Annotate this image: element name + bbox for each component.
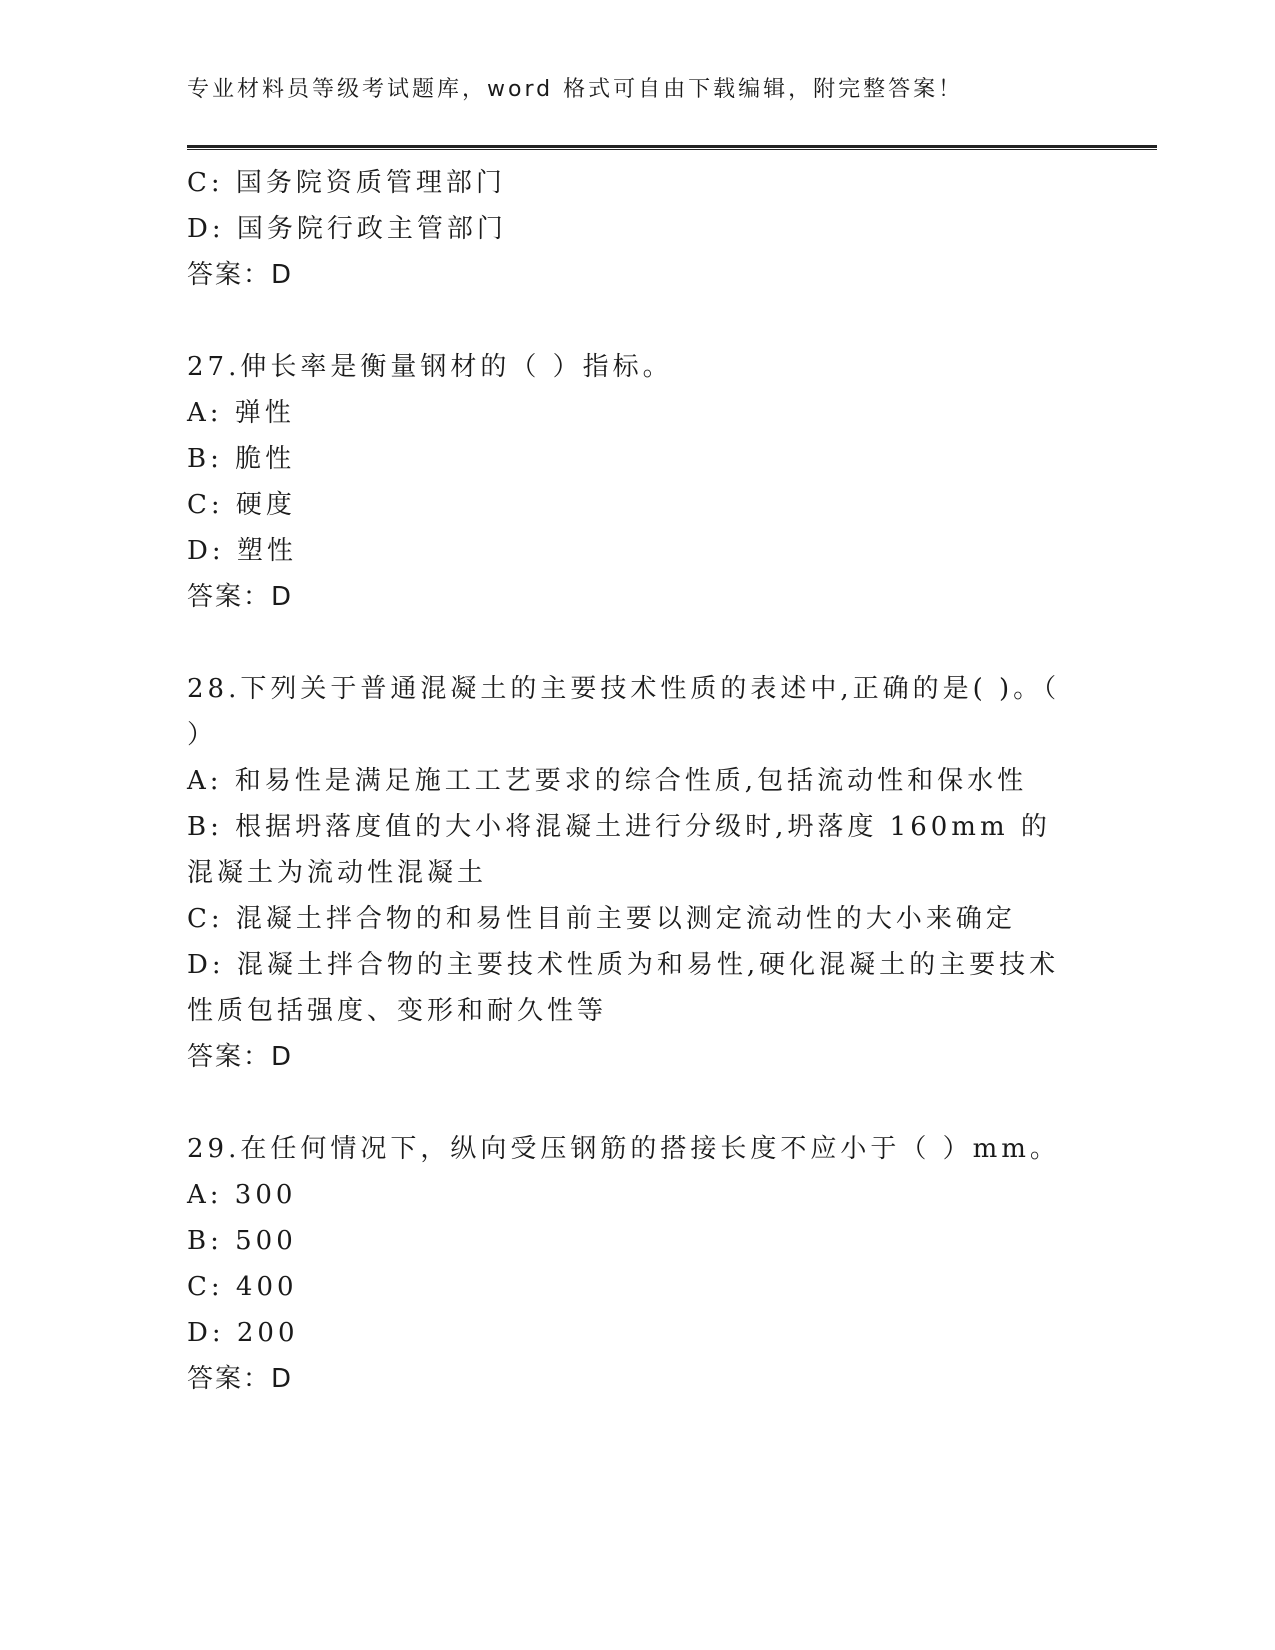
spacer <box>187 620 1067 666</box>
option-b: B: 脆性 <box>187 444 296 474</box>
page-header: 专业材料员等级考试题库，word 格式可自由下载编辑，附完整答案！ <box>187 77 964 102</box>
option-d: D: 混凝土拌合物的主要技术性质为和易性,硬化混凝土的主要技术性质包括强度、变形和耐久性等 <box>187 950 1060 1026</box>
option-c: C: 混凝土拌合物的和易性目前主要以测定流动性的大小来确定 <box>187 904 1016 934</box>
option-c: C: 硬度 <box>187 490 296 520</box>
answer-line: 答案：D <box>187 1042 294 1072</box>
option-c: C: 400 <box>187 1272 298 1302</box>
option-a: A: 和易性是满足施工工艺要求的综合性质,包括流动性和保水性 <box>187 766 1028 796</box>
spacer <box>187 1080 1067 1126</box>
question-block-26-tail <box>187 160 1067 298</box>
option-b: B: 根据坍落度值的大小将混凝土进行分级时,坍落度 160mm 的混凝土为流动性混凝土 <box>187 812 1051 888</box>
option-d: D: 塑性 <box>187 536 297 566</box>
answer-line: 答案：D <box>187 1364 294 1394</box>
header-divider <box>187 145 1157 150</box>
question-block-28 <box>187 666 1067 1080</box>
spacer <box>187 298 1067 344</box>
option-a: A: 300 <box>187 1180 297 1210</box>
question-stem: 29.在任何情况下，纵向受压钢筋的搭接长度不应小于（ ）mm。 <box>187 1134 1060 1164</box>
option-b: B: 500 <box>187 1226 297 1256</box>
answer-line: 答案：D <box>187 582 294 612</box>
option-c: C: 国务院资质管理部门 <box>187 168 506 198</box>
question-stem: 27.伸长率是衡量钢材的（ ）指标。 <box>187 352 673 382</box>
answer-line: 答案：D <box>187 260 294 290</box>
question-block-29 <box>187 1126 1067 1402</box>
option-d: D: 200 <box>187 1318 299 1348</box>
question-block-27 <box>187 344 1067 620</box>
option-a: A: 弹性 <box>187 398 295 428</box>
option-d: D: 国务院行政主管部门 <box>187 214 507 244</box>
document-body <box>187 160 1067 1402</box>
question-stem: 28.下列关于普通混凝土的主要技术性质的表述中,正确的是( )。（ ） <box>187 674 1061 750</box>
